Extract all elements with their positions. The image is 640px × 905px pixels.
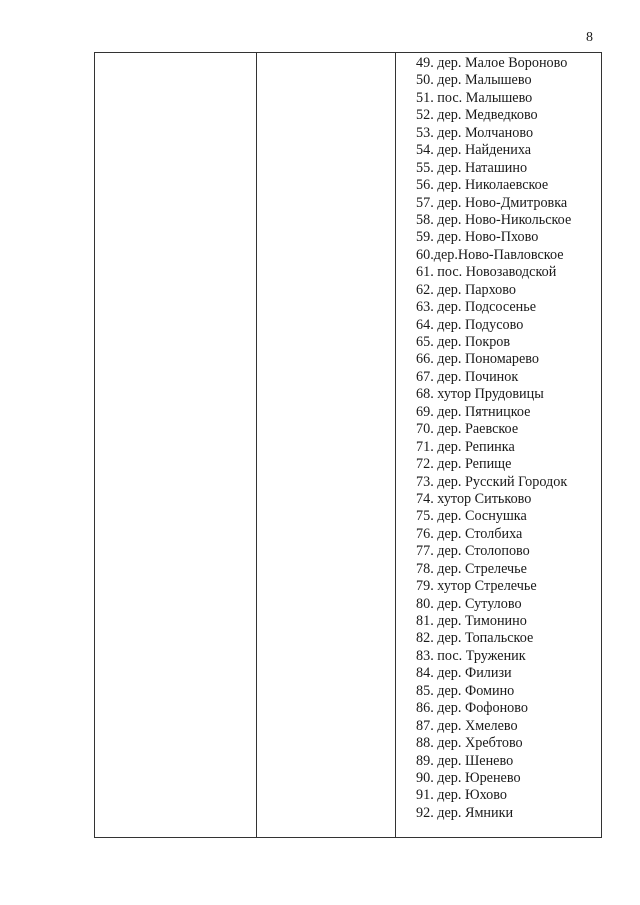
settlement-item: 85. дер. Фомино — [416, 682, 515, 699]
settlement-item: 82. дер. Топальское — [416, 630, 534, 647]
settlement-item: 63. дер. Подсосенье — [416, 299, 537, 316]
settlement-item: 53. дер. Молчаново — [416, 124, 534, 141]
settlement-item: 74. хутор Ситьково — [416, 490, 532, 507]
settlement-item: 72. дер. Репище — [416, 456, 512, 473]
page-number: 8 — [586, 30, 593, 45]
settlement-item: 58. дер. Ново-Никольское — [416, 211, 572, 228]
settlement-item: 62. дер. Пархово — [416, 281, 516, 298]
settlement-item: 91. дер. Юхово — [416, 787, 507, 804]
settlement-item: 49. дер. Малое Вороново — [416, 55, 568, 71]
settlement-item: 52. дер. Медведково — [416, 107, 538, 124]
settlement-item: 87. дер. Хмелево — [416, 717, 518, 734]
settlement-item: 65. дер. Покров — [416, 334, 511, 350]
settlement-list — [416, 55, 571, 822]
settlement-item: 75. дер. Соснушка — [416, 508, 527, 525]
settlement-item: 56. дер. Николаевское — [416, 177, 549, 194]
settlement-item: 83. пос. Труженик — [416, 647, 526, 664]
column-divider-1 — [256, 53, 257, 837]
settlement-item: 88. дер. Хребтово — [416, 735, 523, 752]
settlement-item: 86. дер. Фофоново — [416, 700, 528, 717]
settlement-item: 68. хутор Прудовицы — [416, 386, 544, 403]
settlement-item: 73. дер. Русский Городок — [416, 473, 568, 490]
settlement-item: 59. дер. Ново-Пхово — [416, 229, 539, 246]
settlement-item: 84. дер. Филизи — [416, 665, 512, 682]
settlement-item: 77. дер. Столопово — [416, 543, 530, 560]
settlement-item: 81. дер. Тимонино — [416, 613, 527, 629]
settlements-table — [94, 52, 602, 838]
settlement-item: 67. дер. Починок — [416, 368, 519, 385]
settlement-item: 61. пос. Новозаводской — [416, 264, 557, 281]
settlement-item: 89. дер. Шенево — [416, 752, 514, 769]
settlement-item: 54. дер. Найдениха — [416, 142, 532, 159]
settlement-item: 79. хутор Стрелечье — [416, 578, 537, 595]
settlement-item: 50. дер. Малышево — [416, 72, 532, 89]
settlement-item: 78. дер. Стрелечье — [416, 560, 527, 577]
settlement-item: 55. дер. Наташино — [416, 159, 528, 176]
settlement-item: 92. дер. Ямники — [416, 804, 514, 821]
settlement-item: 60.дер.Ново-Павловское — [416, 246, 564, 263]
settlement-item: 66. дер. Пономарево — [416, 351, 540, 368]
settlement-item: 64. дер. Подусово — [416, 316, 524, 333]
settlement-item: 69. дер. Пятницкое — [416, 403, 531, 420]
settlement-item: 76. дер. Столбиха — [416, 525, 523, 542]
settlement-item: 57. дер. Ново-Дмитровка — [416, 194, 568, 211]
settlement-item: 51. пос. Малышево — [416, 89, 533, 106]
settlement-item: 70. дер. Раевское — [416, 421, 519, 438]
settlement-item: 90. дер. Юренево — [416, 769, 521, 786]
column-divider-2 — [395, 53, 396, 837]
settlement-item: 80. дер. Сутулово — [416, 595, 522, 612]
settlement-item: 71. дер. Репинка — [416, 438, 515, 455]
